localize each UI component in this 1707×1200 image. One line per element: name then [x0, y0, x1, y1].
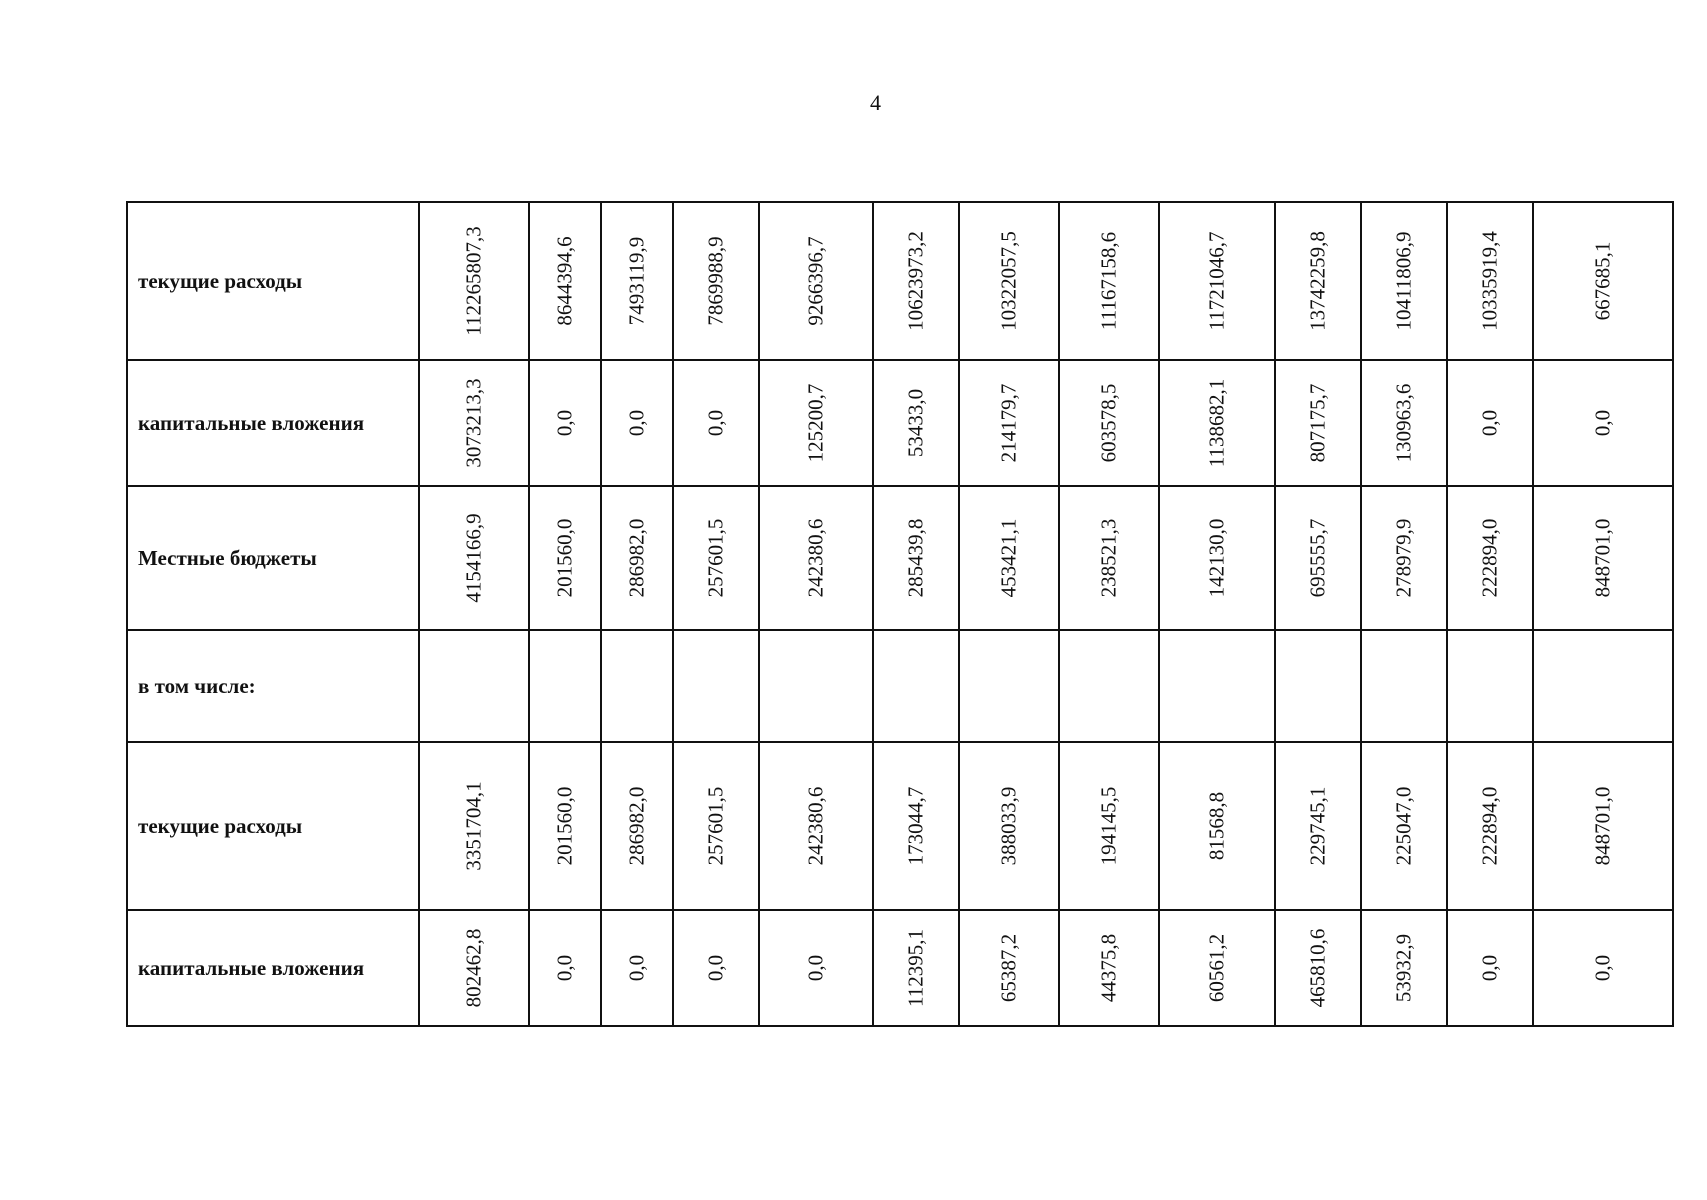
cell-value: 0,0	[703, 954, 728, 982]
table-cell	[1059, 910, 1159, 1026]
cell-value: 130963,6	[1391, 383, 1416, 463]
table-cell	[873, 742, 959, 910]
table-row	[127, 360, 1673, 486]
cell-value: 603578,5	[1096, 383, 1121, 463]
cell-value: 257601,5	[703, 786, 728, 866]
cell-value: 142130,0	[1204, 518, 1229, 598]
table-cell	[419, 202, 529, 360]
cell-value: 53433,0	[903, 388, 928, 458]
table-cell	[601, 630, 673, 742]
row-label: капитальные вложения	[127, 910, 419, 1026]
table-cell	[959, 742, 1059, 910]
cell-value: 0,0	[1590, 954, 1615, 982]
table-row	[127, 630, 1673, 742]
cell-value: 3351704,1	[461, 781, 486, 871]
cell-value: 81568,8	[1204, 791, 1229, 861]
table-cell	[1059, 630, 1159, 742]
table-cell	[1361, 910, 1447, 1026]
cell-value: 0,0	[624, 954, 649, 982]
table-cell	[959, 360, 1059, 486]
cell-value: 201560,0	[552, 786, 577, 866]
table-cell	[419, 630, 529, 742]
table-cell	[1275, 360, 1361, 486]
table-cell	[1447, 630, 1533, 742]
table-cell	[1059, 486, 1159, 630]
cell-value: 112265807,3	[461, 226, 486, 336]
cell-value: 453421,1	[996, 518, 1021, 598]
table-cell	[1447, 910, 1533, 1026]
cell-value: 807175,7	[1305, 383, 1330, 463]
cell-value: 1138682,1	[1204, 378, 1229, 468]
table-cell	[1447, 742, 1533, 910]
cell-value: 0,0	[1477, 409, 1502, 437]
table-cell	[419, 910, 529, 1026]
cell-value: 13742259,8	[1305, 231, 1330, 331]
table-cell	[1361, 360, 1447, 486]
cell-value: 848701,0	[1590, 518, 1615, 598]
cell-value: 53932,9	[1391, 933, 1416, 1003]
cell-value: 0,0	[1477, 954, 1502, 982]
cell-value: 7493119,9	[624, 236, 649, 326]
table-cell	[601, 486, 673, 630]
cell-value: 225047,0	[1391, 786, 1416, 866]
row-label: капитальные вложения	[127, 360, 419, 486]
cell-value: 10335919,4	[1477, 231, 1502, 331]
table-cell	[529, 486, 601, 630]
cell-value: 214179,7	[996, 383, 1021, 463]
cell-value: 11167158,6	[1096, 231, 1121, 331]
cell-value: 9266396,7	[803, 236, 828, 326]
cell-value: 238521,3	[1096, 518, 1121, 598]
table-cell	[1447, 360, 1533, 486]
table-cell	[1275, 742, 1361, 910]
table-cell	[1059, 202, 1159, 360]
cell-value: 667685,1	[1590, 241, 1615, 321]
table-cell	[601, 910, 673, 1026]
table-cell	[959, 630, 1059, 742]
table-cell	[1159, 630, 1275, 742]
row-label: Местные бюджеты	[127, 486, 419, 630]
table-cell	[959, 910, 1059, 1026]
cell-value: 3073213,3	[461, 378, 486, 468]
cell-value: 10623973,2	[903, 231, 928, 331]
table-cell	[1059, 360, 1159, 486]
table-row	[127, 910, 1673, 1026]
cell-value: 0,0	[552, 954, 577, 982]
table-cell	[1447, 202, 1533, 360]
table-cell	[1361, 742, 1447, 910]
table-cell	[673, 630, 759, 742]
cell-value: 11721046,7	[1204, 231, 1229, 331]
table-row	[127, 742, 1673, 910]
cell-value: 0,0	[803, 954, 828, 982]
table-cell	[1275, 910, 1361, 1026]
cell-value: 125200,7	[803, 383, 828, 463]
table-cell	[1159, 910, 1275, 1026]
cell-value: 10322057,5	[996, 231, 1021, 331]
cell-value: 4154166,9	[461, 513, 486, 603]
table-cell	[873, 360, 959, 486]
table-cell	[1275, 630, 1361, 742]
table-cell	[673, 910, 759, 1026]
cell-value: 194145,5	[1096, 786, 1121, 866]
table-cell	[419, 742, 529, 910]
cell-value: 0,0	[703, 409, 728, 437]
table-cell	[601, 742, 673, 910]
cell-value: 10411806,9	[1391, 231, 1416, 331]
table-cell	[959, 202, 1059, 360]
table-cell	[759, 910, 873, 1026]
table-cell	[873, 910, 959, 1026]
cell-value: 242380,6	[803, 786, 828, 866]
cell-value: 44375,8	[1096, 933, 1121, 1003]
cell-value: 848701,0	[1590, 786, 1615, 866]
table-cell	[1533, 486, 1673, 630]
cell-value: 65387,2	[996, 933, 1021, 1003]
cell-value: 802462,8	[461, 928, 486, 1008]
table-row	[127, 486, 1673, 630]
cell-value: 278979,9	[1391, 518, 1416, 598]
row-label: текущие расходы	[127, 202, 419, 360]
table-cell	[529, 742, 601, 910]
cell-value: 465810,6	[1305, 928, 1330, 1008]
cell-value: 60561,2	[1204, 933, 1229, 1003]
table-cell	[759, 742, 873, 910]
page-number: 4	[870, 90, 881, 115]
table-cell	[601, 360, 673, 486]
cell-value: 285439,8	[903, 518, 928, 598]
table-cell	[1361, 202, 1447, 360]
table-cell	[1159, 360, 1275, 486]
table-cell	[529, 360, 601, 486]
table-cell	[1533, 630, 1673, 742]
table-cell	[529, 910, 601, 1026]
table-cell	[759, 630, 873, 742]
table-cell	[601, 202, 673, 360]
table-cell	[959, 486, 1059, 630]
table-row	[127, 202, 1673, 360]
table-cell	[873, 486, 959, 630]
table-cell	[1361, 630, 1447, 742]
table-cell	[873, 630, 959, 742]
table-cell	[1159, 486, 1275, 630]
table-cell	[1159, 202, 1275, 360]
table-cell	[673, 486, 759, 630]
table-cell	[1447, 486, 1533, 630]
cell-value: 222894,0	[1477, 518, 1502, 598]
budget-table	[126, 201, 1674, 1027]
table-cell	[1059, 742, 1159, 910]
table-cell	[1361, 486, 1447, 630]
cell-value: 257601,5	[703, 518, 728, 598]
table-cell	[1533, 202, 1673, 360]
cell-value: 286982,0	[624, 518, 649, 598]
cell-value: 286982,0	[624, 786, 649, 866]
table-cell	[759, 202, 873, 360]
table-cell	[419, 360, 529, 486]
table-cell	[759, 486, 873, 630]
cell-value: 0,0	[552, 409, 577, 437]
table-cell	[419, 486, 529, 630]
cell-value: 7869988,9	[703, 236, 728, 326]
table-cell	[529, 630, 601, 742]
cell-value: 0,0	[624, 409, 649, 437]
cell-value: 695555,7	[1305, 518, 1330, 598]
cell-value: 201560,0	[552, 518, 577, 598]
cell-value: 242380,6	[803, 518, 828, 598]
table-cell	[673, 742, 759, 910]
table-cell	[759, 360, 873, 486]
table-cell	[1533, 360, 1673, 486]
table-cell	[673, 360, 759, 486]
table-cell	[1533, 910, 1673, 1026]
table-cell	[1275, 486, 1361, 630]
cell-value: 229745,1	[1305, 786, 1330, 866]
cell-value: 173044,7	[903, 786, 928, 866]
table-cell	[1533, 742, 1673, 910]
cell-value: 388033,9	[996, 786, 1021, 866]
table-cell	[873, 202, 959, 360]
row-label: текущие расходы	[127, 742, 419, 910]
cell-value: 112395,1	[903, 929, 928, 1007]
table-cell	[1159, 742, 1275, 910]
table-cell	[673, 202, 759, 360]
row-label: в том числе:	[127, 630, 419, 742]
table-cell	[1275, 202, 1361, 360]
cell-value: 222894,0	[1477, 786, 1502, 866]
table-cell	[529, 202, 601, 360]
cell-value: 0,0	[1590, 409, 1615, 437]
cell-value: 8644394,6	[552, 236, 577, 326]
